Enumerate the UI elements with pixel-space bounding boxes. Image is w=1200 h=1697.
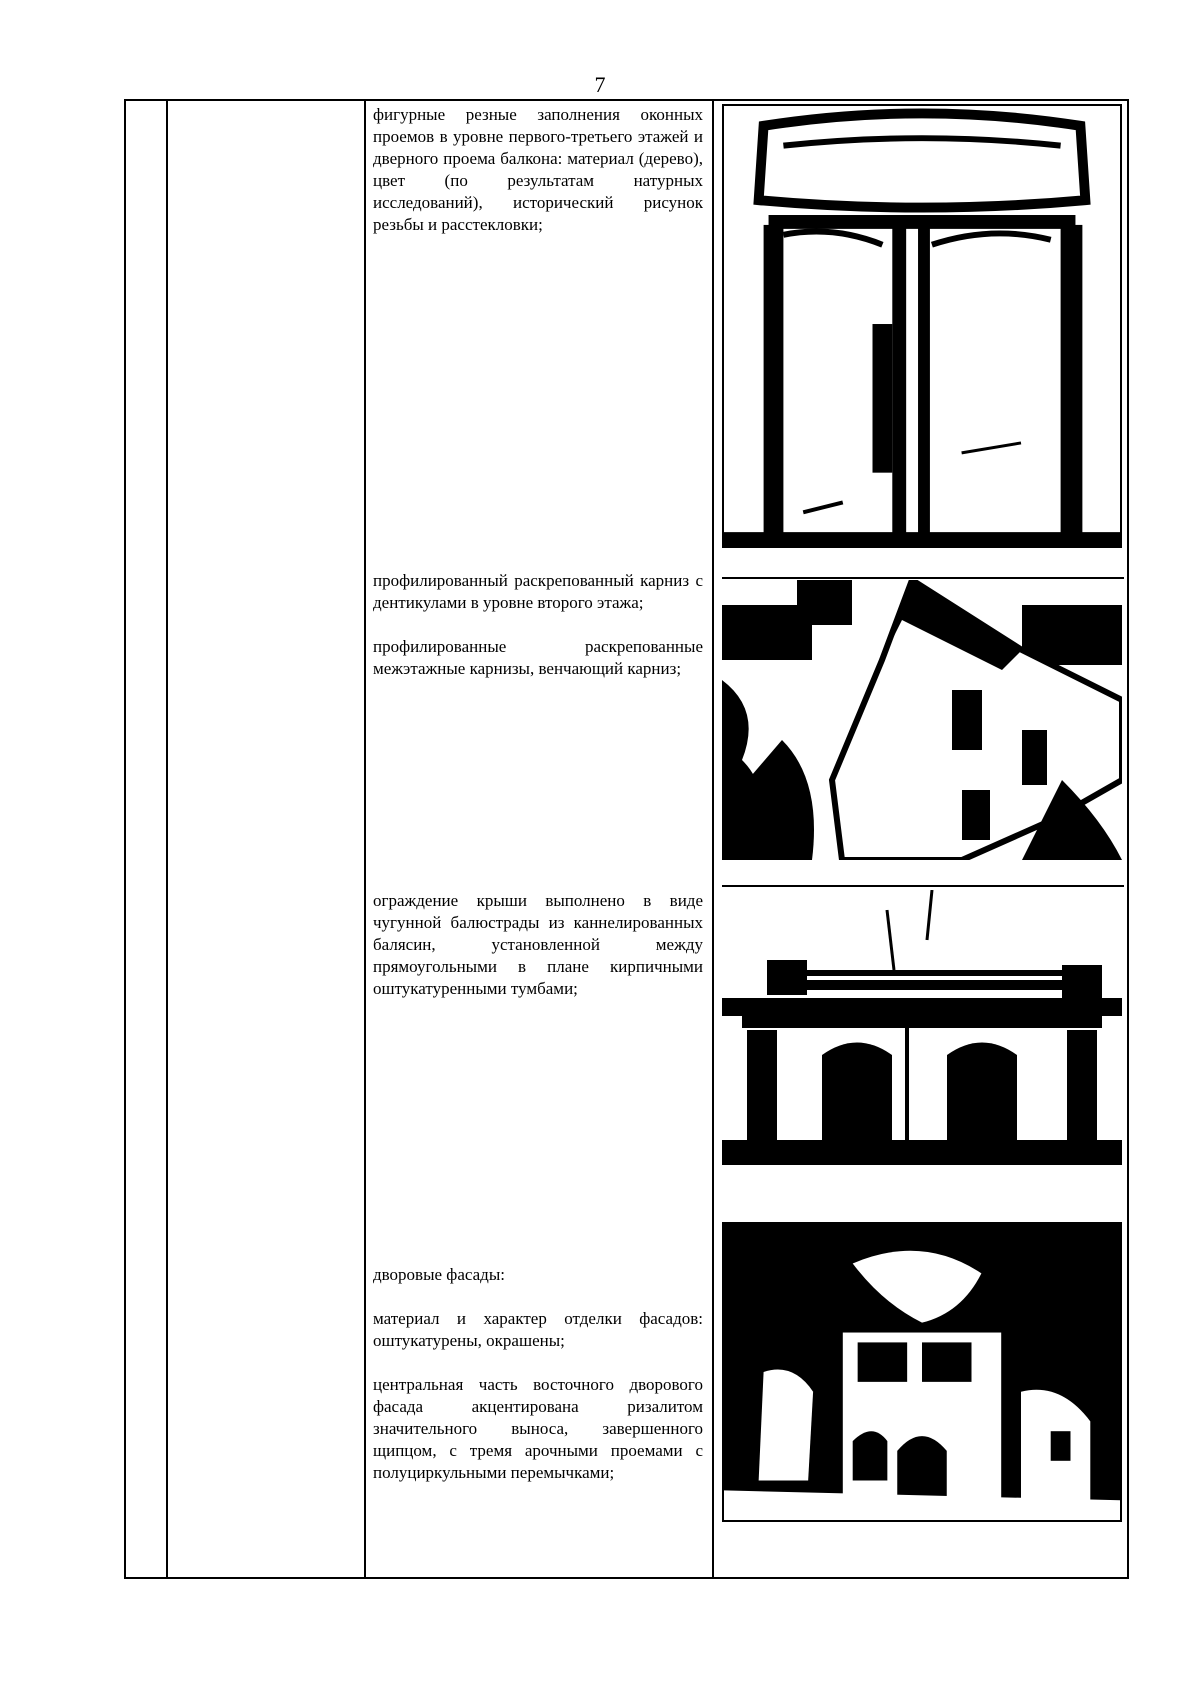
column-divider bbox=[364, 101, 366, 1577]
row-4-paragraph: дворовые фасады: bbox=[373, 1265, 505, 1284]
row-3-paragraph: ограждение крыши выполнено в виде чугунной балюстрады из каннелированных балясин, установленной между прямоугольными в плане кирпичными оштукатуренными тумбами; bbox=[373, 891, 703, 998]
row-1-paragraph: фигурные резные заполнения оконных проемов в уровне первого-третьего этажей и дверного проема балкона: материал (дерево), цвет (по результатам натурных исследований), исторический рисунок резьбы и расстекловки; bbox=[373, 105, 703, 234]
row-separator bbox=[722, 885, 1124, 887]
column-divider bbox=[712, 101, 714, 1577]
row-1-text bbox=[373, 104, 703, 258]
row-separator bbox=[722, 577, 1124, 579]
row-4-paragraph: материал и характер отделки фасадов: оштукатурены, окрашены; bbox=[373, 1309, 703, 1350]
building-corner-photo bbox=[722, 580, 1122, 860]
row-4-paragraph: центральная часть восточного дворового фасада акцентирована ризалитом значительного выноса, завершенного щипцом, с тремя арочными проемами с полуциркульными перемычками; bbox=[373, 1375, 703, 1482]
window-frame-photo bbox=[722, 104, 1122, 548]
row-2-paragraph: профилированный раскрепованный карниз с дентикулами в уровне второго этажа; bbox=[373, 571, 703, 612]
page-number: 7 bbox=[594, 72, 606, 97]
row-4-text bbox=[373, 1264, 703, 1506]
row-2-paragraph: профилированные раскрепованные межэтажные карнизы, венчающий карниз; bbox=[373, 637, 703, 678]
row-3-text bbox=[373, 890, 703, 1022]
roof-balustrade-photo bbox=[722, 890, 1122, 1165]
courtyard-facade-photo bbox=[722, 1222, 1122, 1522]
column-divider bbox=[166, 101, 168, 1577]
row-2-text bbox=[373, 570, 703, 702]
